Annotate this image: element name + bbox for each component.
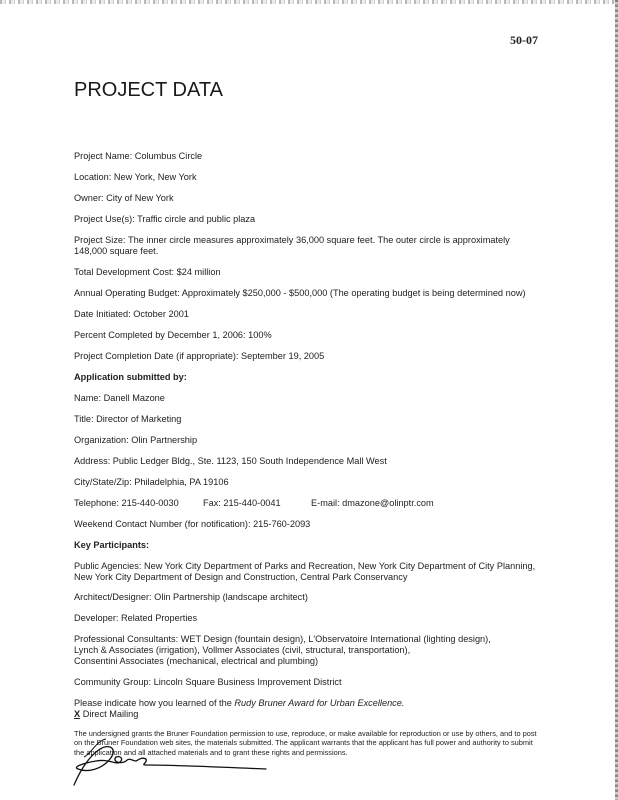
applicant-email: E-mail: dmazone@olinptr.com [311,498,434,508]
legal-statement: The undersigned grants the Bruner Foundation permission to use, reproduce, or make available for reproduction or use by others, and to post on the Bruner Foundation web sites, the materials submitted. The applicant warrants that the applicant has full power and authority to submit the application and all attached materials and to grant these rights and permissions. [74,729,537,757]
applicant-heading: Application submitted by: [74,372,187,382]
participants-public-agencies: Public Agencies: New York City Department of Parks and Recreation, New York City Department of City Planning, New York City Department of Design and Construction, Central Park Conservancy [74,561,536,582]
scan-top-edge [0,0,618,4]
applicant-organization: Organization: Olin Partnership [74,435,198,445]
participants-consultants-2: Lynch & Associates (irrigation), Vollmer Associates (civil, structural, transportation), [74,645,411,655]
signature [66,727,296,789]
project-completion-date: Project Completion Date (if appropriate): September 19, 2005 [74,351,325,361]
applicant-contact-row [74,498,434,509]
project-uses: Project Use(s): Traffic circle and public plaza [74,214,256,224]
applicant-weekend-contact: Weekend Contact Number (for notification): 215-760-2093 [74,519,311,529]
project-percent-completed: Percent Completed by December 1, 2006: 100% [74,330,272,340]
applicant-name: Name: Danell Mazone [74,393,165,403]
applicant-address: Address: Public Ledger Bldg., Ste. 1123, 150 South Independence Mall West [74,456,387,466]
participants-developer: Developer: Related Properties [74,613,198,623]
award-name: Rudy Bruner Award for Urban Excellence. [234,698,405,708]
project-owner: Owner: City of New York [74,193,174,203]
project-budget: Annual Operating Budget: Approximately $250,000 - $500,000 (The operating budget is being determined now) [74,288,526,298]
participants-community-group: Community Group: Lincoln Square Business Improvement District [74,677,342,687]
applicant-fax: Fax: 215-440-0041 [203,498,281,508]
applicant-telephone: Telephone: 215-440-0030 [74,498,179,508]
project-cost: Total Development Cost: $24 million [74,267,221,277]
participants-consultants-1: Professional Consultants: WET Design (fountain design), L'Observatoire International (lighting design), [74,634,491,644]
applicant-title: Title: Director of Marketing [74,414,182,424]
applicant-city-state-zip: City/State/Zip: Philadelphia, PA 19106 [74,477,229,487]
project-date-initiated: Date Initiated: October 2001 [74,309,189,319]
participants-heading: Key Participants: [74,540,150,550]
award-check-mark: X [74,709,81,719]
project-size: Project Size: The inner circle measures approximately 36,000 square feet. The outer circle is approximately 148,000 square feet. [74,235,510,256]
project-location: Location: New York, New York [74,172,197,182]
document-number: 50-07 [510,33,538,47]
participants-architect: Architect/Designer: Olin Partnership (landscape architect) [74,592,308,602]
participants-consultants-3: Consentini Associates (mechanical, electrical and plumbing) [74,656,319,666]
award-answer-text: Direct Mailing [80,709,139,719]
award-answer [74,709,138,720]
award-prompt-text: Please indicate how you learned of the [74,698,235,708]
project-name: Project Name: Columbus Circle [74,151,203,161]
award-prompt [74,698,404,709]
page-title: PROJECT DATA [74,79,223,101]
